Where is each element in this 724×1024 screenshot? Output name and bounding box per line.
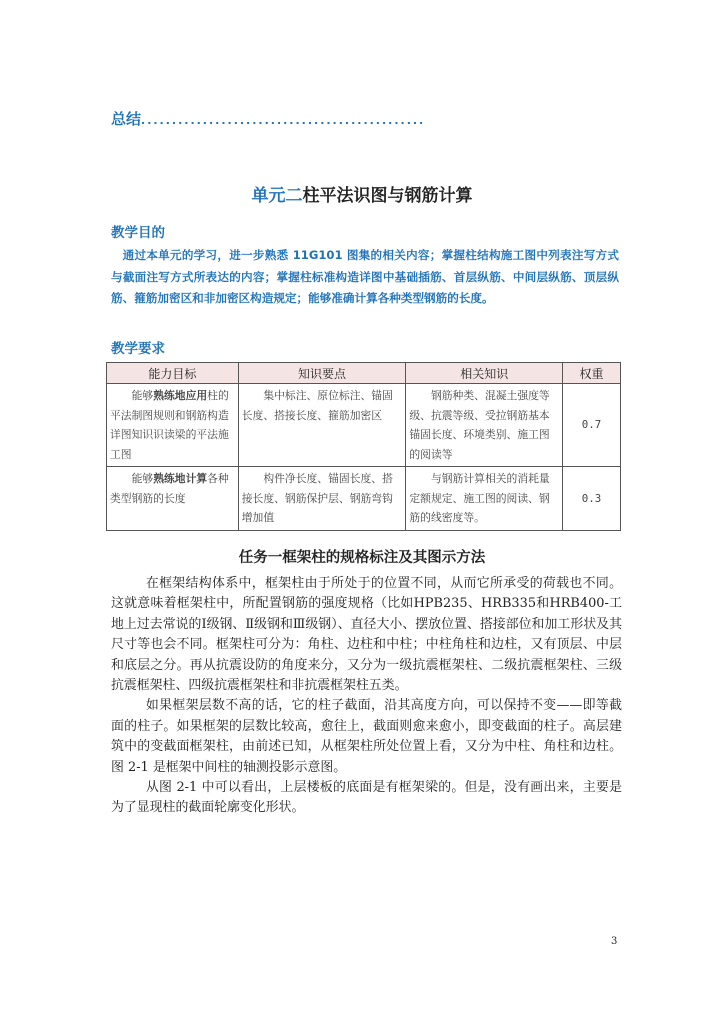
related-cell: 钢筋种类、混凝土强度等级、抗震等级、受拉钢筋基本锚固长度、环境类别、施工图的阅读等 xyxy=(406,384,563,467)
ability-cell xyxy=(107,467,239,531)
knowledge-cell: 构件净长度、锚固长度、搭接长度、钢筋保护层、钢筋弯钩增加值 xyxy=(238,467,406,531)
toc-title: 总结 xyxy=(111,110,142,128)
page-number: 3 xyxy=(611,936,618,947)
related-cell: 与钢筋计算相关的消耗量定额规定、施工图的阅读、钢筋的线密度等。 xyxy=(406,467,563,531)
toc-dots: .............................................. xyxy=(141,114,426,127)
task-title: 任务一框架柱的规格标注及其图示方法 xyxy=(238,550,486,566)
requirements-table xyxy=(106,362,621,531)
ability-post: 柱的平法制图规则和钢筋构造详图知识识读梁的平法施工图 xyxy=(110,389,229,461)
objectives-text: 通过本单元的学习，进一步熟悉 11G101 图集的相关内容；掌握柱结构施工图中列表注写方式与截面注写方式所表达的内容；掌握柱标准构造详图中基础插筋、首层纵筋、中间层纵筋、顶层纵筋、箍筋加密区和非加密区构造规定；能够准确计算各种类型钢筋的长度。 xyxy=(111,248,619,305)
table-row xyxy=(107,467,621,531)
weight-cell: 0.3 xyxy=(563,467,621,531)
body-paragraph: 从图 2-1 中可以看出，上层楼板的底面是有框架梁的。但是，没有画出来，主要是为了显现柱的截面轮廓变化形状。 xyxy=(111,780,622,816)
ability-emphasis: 熟练地应用 xyxy=(153,389,208,402)
requirements-heading: 教学要求 xyxy=(111,341,165,357)
toc-entry[interactable] xyxy=(111,108,425,129)
task-body xyxy=(111,574,622,819)
column-header-ability: 能力目标 xyxy=(107,363,239,384)
objectives-heading: 教学目的 xyxy=(111,225,165,241)
knowledge-cell: 集中标注、原位标注、锚固长度、搭接长度、箍筋加密区 xyxy=(238,384,406,467)
body-paragraph: 如果框架层数不高的话，它的柱子截面，沿其高度方向，可以保持不变——即等截面的柱子。如果框架的层数比较高，愈往上，截面则愈来愈小，即变截面的柱子。高层建筑中的变截面框架柱，由前述已知，从框架柱所处位置上看，又分为中柱、角柱和边柱。图 2-1 是框架中间柱的轴测投影示意图。 xyxy=(111,698,622,775)
table-header-row xyxy=(107,363,621,384)
column-header-weight: 权重 xyxy=(563,363,621,384)
unit-title-rest: 柱平法识图与钢筋计算 xyxy=(302,186,473,206)
ability-post: 各种类型钢筋的长度 xyxy=(110,472,229,505)
ability-pre: 能够 xyxy=(131,472,154,485)
table-row xyxy=(107,384,621,467)
unit-title-blue: 单元二 xyxy=(251,186,303,206)
body-paragraph: 在框架结构体系中，框架柱由于所处于的位置不同，从而它所承受的荷载也不同。这就意味着框架柱中，所配置钢筋的强度规格（比如HPB235、HRB335和HRB400-工地上过去常说的Ⅰ级钢、Ⅱ级钢和Ⅲ级钢）、直径大小、摆放位置、搭接部位和加工形状及其尺寸等也会不同。框架柱可分为：角柱、边柱和中柱；中柱角柱和边柱，又有顶层、中层和底层之分。再从抗震设防的角度来分，又分为一级抗震框架柱、二级抗震框架柱、三级抗震框架柱、四级抗震框架柱和非抗震框架柱五类。 xyxy=(111,576,622,694)
column-header-knowledge: 知识要点 xyxy=(238,363,406,384)
ability-cell xyxy=(107,384,239,467)
weight-cell: 0.7 xyxy=(563,384,621,467)
unit-title xyxy=(0,181,724,206)
ability-pre: 能够 xyxy=(131,389,154,402)
column-header-related: 相关知识 xyxy=(406,363,563,384)
ability-emphasis: 熟练地计算 xyxy=(153,472,208,485)
